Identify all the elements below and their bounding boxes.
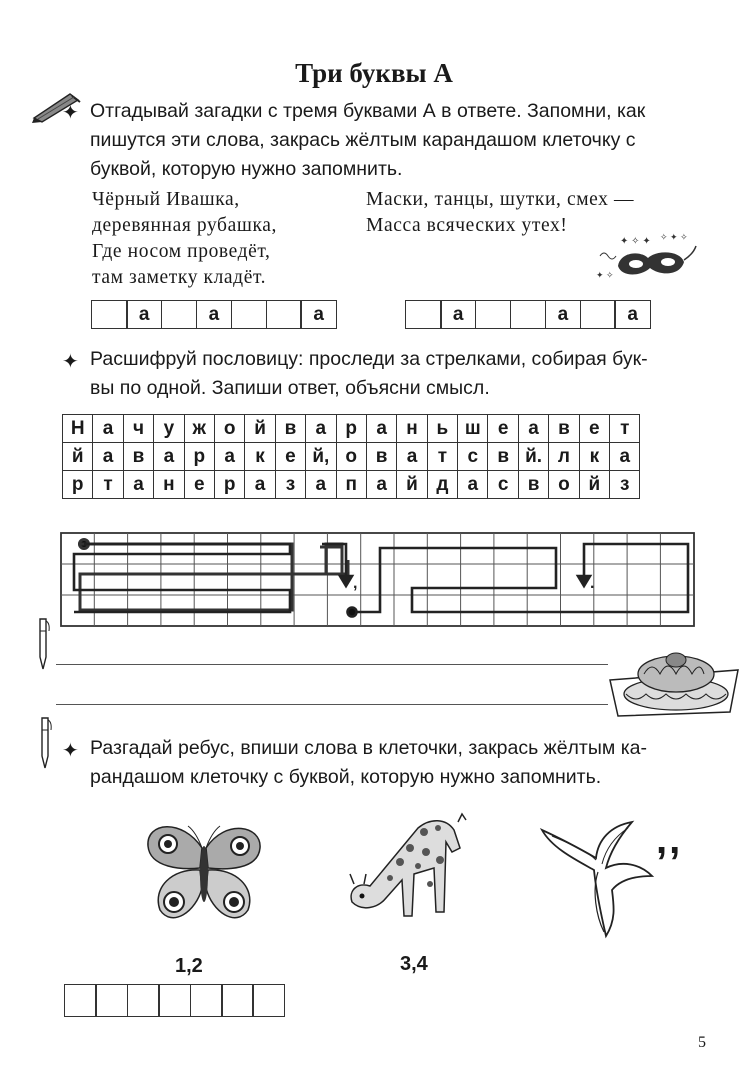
grid-cell: а <box>214 443 244 471</box>
answer-cell[interactable]: а <box>196 300 233 329</box>
riddle-1: Чёрный Ивашка, деревянная рубашка, Где носом проведёт, там заметку кладёт. <box>92 189 277 288</box>
page-title: Три буквы А <box>295 58 453 88</box>
grid-cell: т <box>610 415 640 443</box>
banana-peel-icon <box>536 820 656 940</box>
answer-cell[interactable] <box>475 300 512 329</box>
grid-cell: а <box>93 443 123 471</box>
grid-cell: о <box>214 415 244 443</box>
answer-line-1[interactable] <box>56 664 608 665</box>
grid-cell: й. <box>518 443 548 471</box>
page-number: 5 <box>698 1034 706 1051</box>
carnival-mask-icon <box>590 226 700 286</box>
task1-instruction: Отгадывай загадки с тремя буквами А в ответе. Запомни, как пишутся эти слова, закрась жёлтым карандашом клеточку с буквой, которую нужно запомнить. <box>90 100 646 180</box>
rebus-label-1-2: 1,2 <box>175 955 203 977</box>
grid-cell: т <box>427 443 457 471</box>
answer-cell[interactable] <box>266 300 303 329</box>
butterfly-icon <box>142 818 266 930</box>
star-bullet-icon: ✦ <box>62 740 79 762</box>
grid-cell: е <box>184 471 214 499</box>
grid-cell: й <box>63 443 93 471</box>
grid-cell: в <box>549 415 579 443</box>
grid-cell: з <box>610 471 640 499</box>
rebus-commas: ,, <box>656 818 683 862</box>
grid-cell: п <box>336 471 366 499</box>
svg-text:✦ ✧: ✦ ✧ <box>596 270 614 280</box>
star-bullet-icon: ✦ <box>62 351 79 373</box>
grid-cell: в <box>488 443 518 471</box>
grid-cell: ж <box>184 415 214 443</box>
grid-cell: е <box>579 415 609 443</box>
answer-cell[interactable]: а <box>440 300 477 329</box>
grid-cell: у <box>154 415 184 443</box>
answer-line-2[interactable] <box>56 704 608 705</box>
grid-cell: Н <box>63 415 93 443</box>
task2-instruction: Расшифруй пословицу: проследи за стрелками, собирая бук- вы по одной. Запиши ответ, объясни смысл. <box>90 348 648 399</box>
arrow-path-1 <box>80 540 349 611</box>
pen-icon <box>34 716 54 772</box>
grid-cell: к <box>579 443 609 471</box>
answer-cell[interactable]: а <box>126 300 163 329</box>
grid-cell: й <box>579 471 609 499</box>
answer-cell[interactable]: а <box>545 300 582 329</box>
rebus-answer-boxes <box>64 984 285 1017</box>
answer-cell[interactable] <box>95 984 128 1017</box>
answer-cell[interactable]: а <box>614 300 651 329</box>
grid-cell: а <box>610 443 640 471</box>
grid-cell: а <box>306 415 336 443</box>
giraffe-icon <box>334 808 470 934</box>
grid-cell: н <box>397 415 427 443</box>
grid-cell: ь <box>427 415 457 443</box>
answer-cell[interactable] <box>510 300 547 329</box>
grid-cell: р <box>214 471 244 499</box>
grid-cell: р <box>63 471 93 499</box>
grid-cell: а <box>306 471 336 499</box>
grid-cell: а <box>245 471 275 499</box>
answer-cell[interactable] <box>405 300 442 329</box>
grid-cell: ш <box>458 415 488 443</box>
grid-cell: р <box>336 415 366 443</box>
rebus-label-3-4: 3,4 <box>400 953 428 975</box>
answer-cell[interactable] <box>64 984 97 1017</box>
answer-cell[interactable] <box>91 300 128 329</box>
answer-cell[interactable] <box>161 300 198 329</box>
grid-row <box>63 443 640 471</box>
cipher-letter-grid <box>62 414 640 499</box>
grid-cell: в <box>275 415 305 443</box>
svg-text:✦ ✧ ✦: ✦ ✧ ✦ <box>620 236 651 247</box>
grid-cell: а <box>458 471 488 499</box>
grid-cell: а <box>397 443 427 471</box>
grid-cell: к <box>245 443 275 471</box>
grid-cell: а <box>366 471 396 499</box>
grid-cell: с <box>458 443 488 471</box>
grid-cell: в <box>123 443 153 471</box>
grid-cell: ч <box>123 415 153 443</box>
grid-row <box>63 471 640 499</box>
task3-instruction: Разгадай ребус, впиши слова в клеточки, закрась жёлтым ка- рандашом клеточку с буквой, которую нужно запомнить. <box>90 737 647 788</box>
grid-cell: в <box>518 471 548 499</box>
grid-cell: с <box>488 471 518 499</box>
grid-cell: а <box>154 443 184 471</box>
path-comma-mark: , <box>353 575 358 592</box>
grid-row <box>63 415 640 443</box>
grid-cell: а <box>93 415 123 443</box>
answer-cell[interactable] <box>190 984 223 1017</box>
grid-cell: а <box>123 471 153 499</box>
grid-cell: й <box>397 471 427 499</box>
answer-cell[interactable] <box>221 984 254 1017</box>
riddle-2: Маски, танцы, шутки, смех — Масса всяческих утех! <box>366 189 635 236</box>
grid-cell: л <box>549 443 579 471</box>
cake-icon <box>604 640 744 722</box>
grid-cell: е <box>275 443 305 471</box>
answer-cell[interactable] <box>231 300 268 329</box>
answer-cell[interactable]: а <box>300 300 337 329</box>
pen-icon <box>32 617 52 673</box>
path-dot-mark: . <box>590 575 595 592</box>
grid-cell: й <box>245 415 275 443</box>
grid-cell: з <box>275 471 305 499</box>
answer-cell[interactable] <box>252 984 285 1017</box>
grid-cell: а <box>518 415 548 443</box>
riddle-2-answer-boxes <box>405 300 651 329</box>
grid-cell: д <box>427 471 457 499</box>
grid-cell: о <box>336 443 366 471</box>
svg-text:✧ ✦ ✧: ✧ ✦ ✧ <box>660 232 688 242</box>
grid-cell: в <box>366 443 396 471</box>
arrow-path-grid <box>60 532 696 628</box>
grid-cell: о <box>549 471 579 499</box>
grid-cell: н <box>154 471 184 499</box>
grid-cell: й, <box>306 443 336 471</box>
grid-cell: а <box>366 415 396 443</box>
grid-cell: р <box>184 443 214 471</box>
answer-cell[interactable] <box>158 984 191 1017</box>
answer-cell[interactable] <box>580 300 617 329</box>
riddle-1-answer-boxes <box>91 300 337 329</box>
grid-cell: т <box>93 471 123 499</box>
answer-cell[interactable] <box>127 984 160 1017</box>
grid-cell: е <box>488 415 518 443</box>
star-bullet-icon: ✦ <box>62 102 79 124</box>
